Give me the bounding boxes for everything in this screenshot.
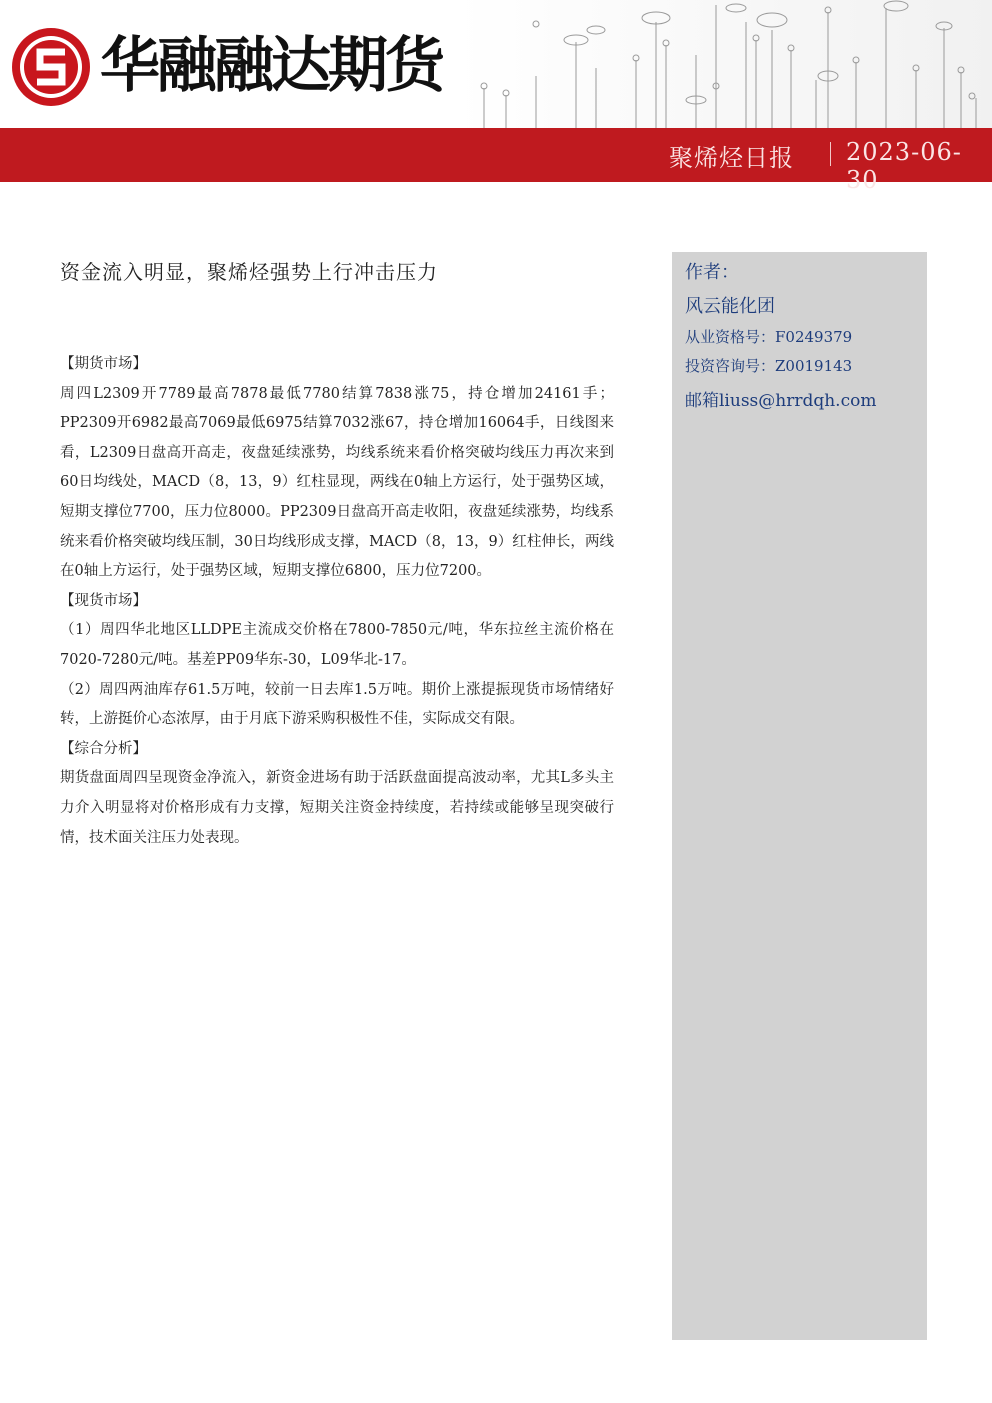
report-date: 2023-06-30 [846,138,962,194]
page-header [0,0,992,194]
section-heading-futures: 【期货市场】 [60,356,147,372]
report-type: 聚烯烃日报 [669,144,794,172]
author-sidebar [672,252,927,1340]
section-heading-spot: 【现货市场】 [60,592,147,609]
author-name: 风云能化团 [685,296,775,317]
author-email[interactable]: 邮箱liuss@hrrdqh.com [685,391,877,411]
article-title: 资金流入明显，聚烯烃强势上行冲击压力 [60,260,438,284]
paragraph-spot-1: （1）周四华北地区LLDPE主流成交价格在7800-7850元/吨，华东拉丝主流价格在7020-7280元/吨。基差PP09华东-30，L09华北-17。 [60,622,614,668]
consulting-number: 投资咨询号：Z0019143 [685,357,853,375]
author-label: 作者： [685,262,739,283]
brand-logo-icon [10,26,92,108]
header-band [0,128,992,182]
qualification-number: 从业资格号：F0249379 [685,328,853,346]
decorative-graphic [456,0,992,128]
article-body [60,350,614,853]
section-heading-analysis: 【综合分析】 [60,740,147,757]
header-divider [830,142,831,166]
paragraph-spot-2: （2）周四两油库存61.5万吨，较前一日去库1.5万吨。期价上涨提振现货市场情绪好转，上游挺价心态浓厚，由于月底下游采购积极性不佳，实际成交有限。 [60,681,614,728]
paragraph-futures: 周四L2309开7789最高7878最低7780结算7838涨75，持仓增加24161手；PP2309开6982最高7069最低6975结算7032涨67，持仓增加16064手，日线图来看，L2309日盘高开高走，夜盘延续涨势，均线系统来看价格突破均线压力再次来到60日均线处，MACD（8，13，9）红柱显现，两线在0轴上方运行，处于强势区域，短期支撑位7700，压力位8000。PP2309日盘高开高走收阳，夜盘延续涨势，均线系统来看价格突破均线压制，30日均线形成支撑，MACD（8，13，9）红柱伸长，两线在0轴上方运行，处于强势区域，短期支撑位6800，压力位7200。 [60,385,614,580]
brand-name: 华融融达期货 [100,31,442,101]
paragraph-analysis: 期货盘面周四呈现资金净流入，新资金进场有助于活跃盘面提高波动率，尤其L多头主力介入明显将对价格形成有力支撑，短期关注资金持续度，若持续或能够呈现突破行情，技术面关注压力处表现。 [60,770,614,846]
